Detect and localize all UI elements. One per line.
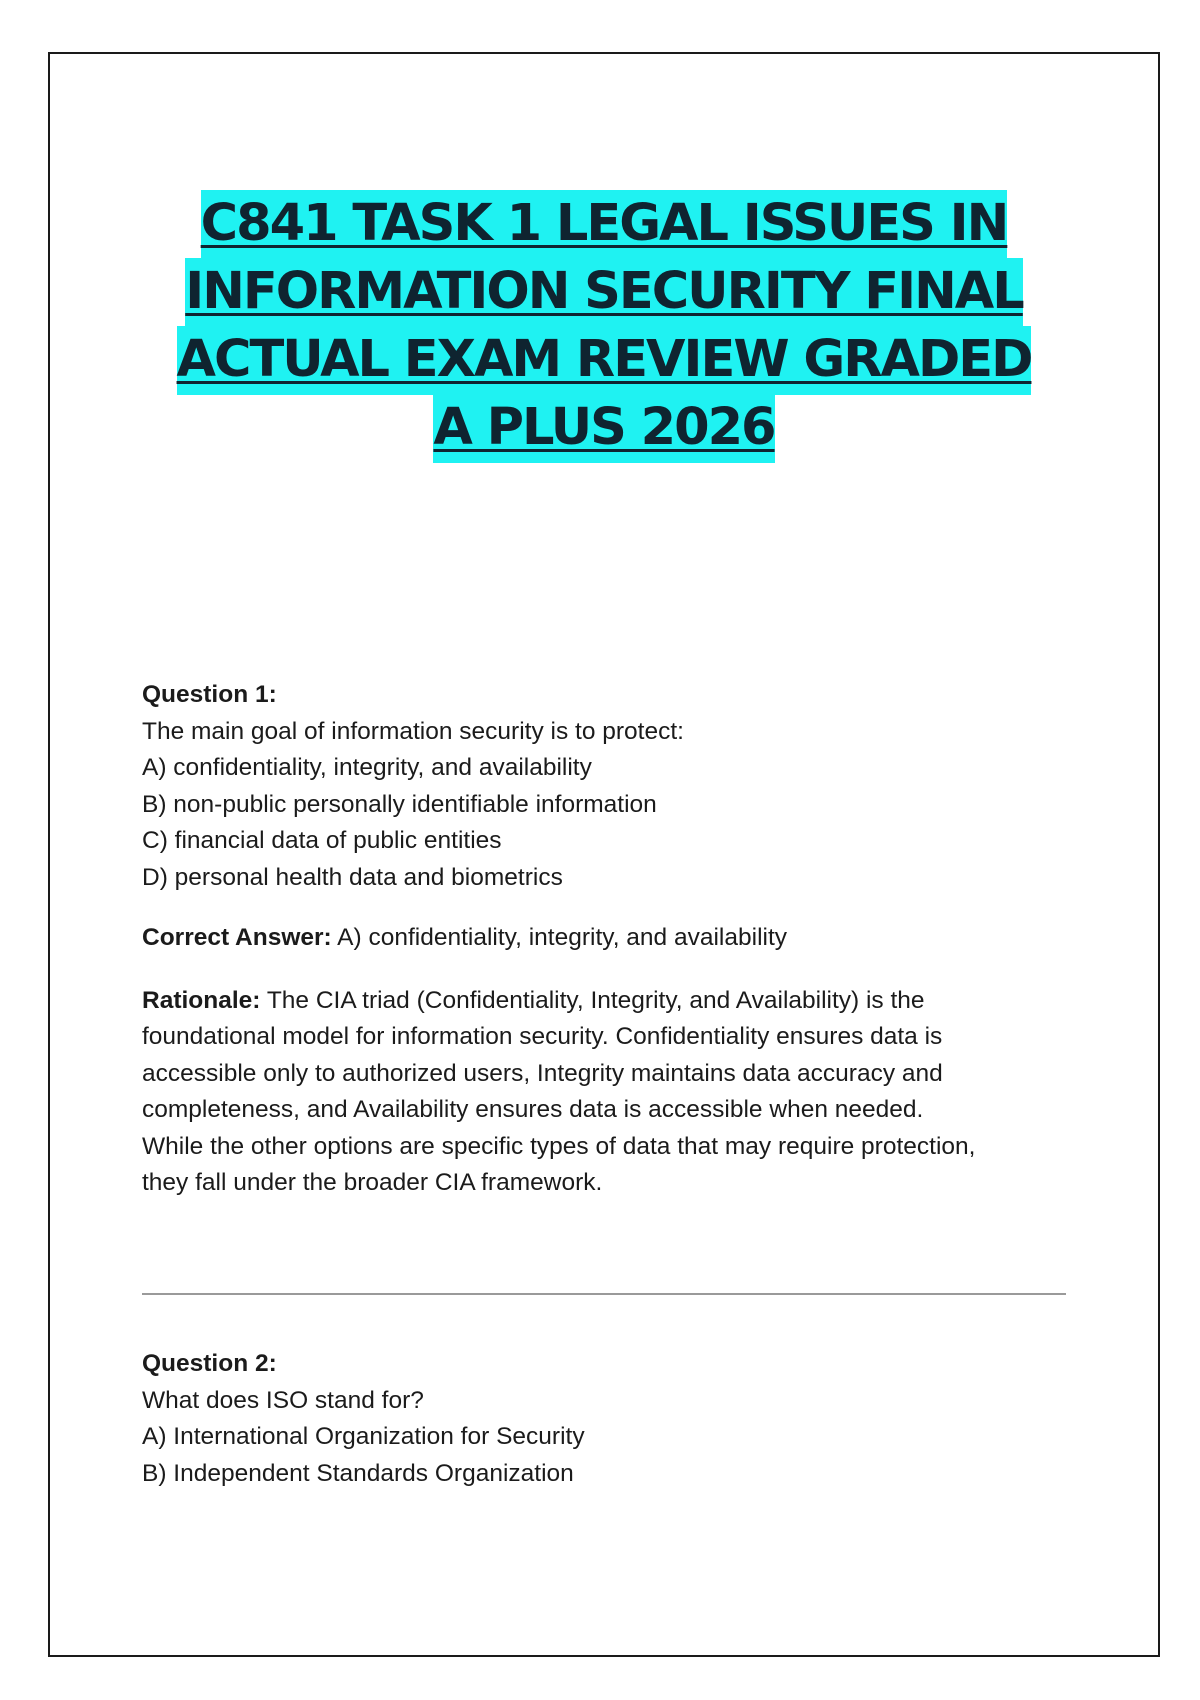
document-title [48, 190, 1160, 462]
question-1-prompt: The main goal of information security is to protect: [142, 717, 684, 745]
correct-answer-label: Correct Answer: [142, 924, 332, 951]
question-2-heading: Question 2: [142, 1350, 277, 1377]
rationale-line-1: The CIA triad (Confidentiality, Integrity, and Availability) is the [266, 986, 925, 1014]
correct-answer-text: A) confidentiality, integrity, and availability [337, 924, 788, 951]
question-1-rationale [142, 983, 1072, 1202]
rationale-line-6: they fall under the broader CIA framework. [142, 1169, 603, 1196]
rationale-line-5: While the other options are specific types of data that may require protection, [142, 1132, 976, 1160]
title-line-3: ACTUAL EXAM REVIEW GRADED [177, 326, 1032, 395]
rationale-label: Rationale: [142, 986, 261, 1014]
question-1-correct-answer [142, 920, 1072, 957]
question-2-prompt: What does ISO stand for? [142, 1386, 424, 1414]
question-1-heading: Question 1: [142, 681, 277, 708]
rationale-line-2: foundational model for information security. Confidentiality ensures data is [142, 1023, 943, 1050]
question-1-option-c: C) financial data of public entities [142, 827, 502, 854]
section-divider [142, 1293, 1066, 1295]
rationale-line-3: accessible only to authorized users, Integrity maintains data accuracy and [142, 1059, 943, 1087]
question-2-option-b: B) Independent Standards Organization [142, 1459, 574, 1487]
title-line-2: INFORMATION SECURITY FINAL [185, 258, 1023, 327]
title-line-4: A PLUS 2026 [433, 394, 774, 463]
question-2-block [142, 1346, 1072, 1492]
question-2-option-a: A) International Organization for Security [142, 1423, 585, 1450]
question-1-option-d: D) personal health data and biometrics [142, 863, 563, 891]
rationale-line-4: completeness, and Availability ensures data is accessible when needed. [142, 1096, 924, 1123]
question-1-option-a: A) confidentiality, integrity, and availability [142, 754, 592, 781]
question-1-option-b: B) non-public personally identifiable information [142, 790, 657, 818]
question-1-block [142, 677, 1072, 1202]
title-line-1: C841 TASK 1 LEGAL ISSUES IN [201, 190, 1008, 259]
